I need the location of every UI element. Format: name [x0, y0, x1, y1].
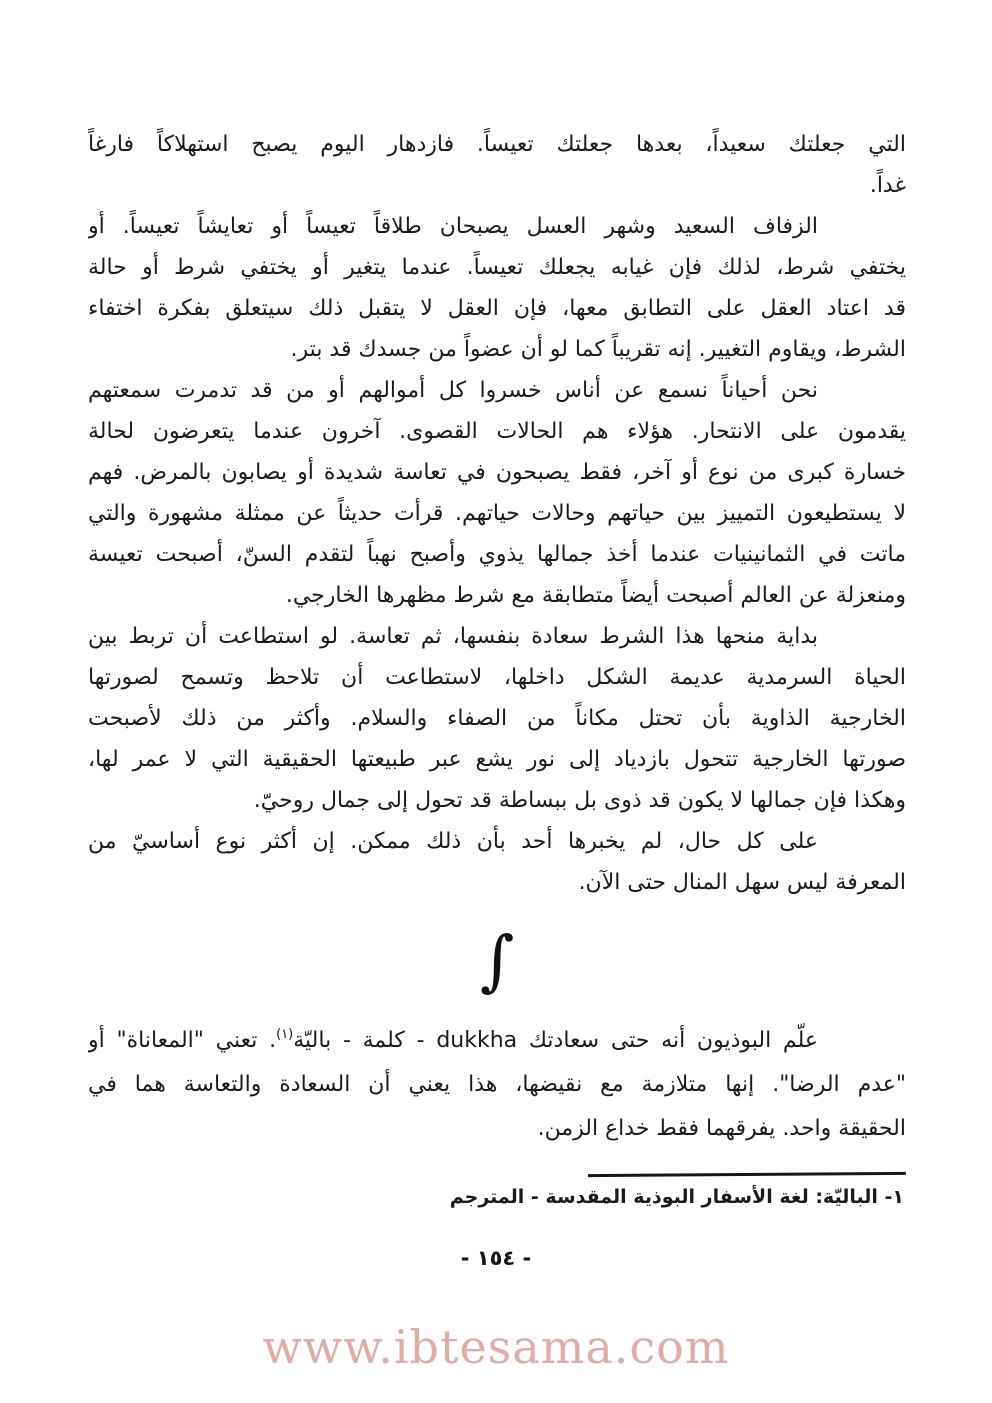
paragraph [88, 206, 906, 370]
paragraph-continuation [88, 124, 906, 206]
text-line: ومنعزلة عن العالم أصبحت أيضاً متطابقة مع شرط مظهرها الخارجي. [285, 583, 906, 608]
section-divider [88, 903, 906, 1019]
text-segment: علّم البوذيون أنه حتى سعادتك dukkha - كلمة - باليّة [293, 1028, 818, 1053]
text-line: الحياة السرمدية عديمة الشكل داخلها، لاستطاعت أن تلاحظ وتسمح لصورتها [88, 665, 906, 690]
text-line: ماتت في الثمانينيات عندما أخذ جمالها يذوي وأصبح نهباً لتقدم السنّ، أصبحت تعيسة [88, 542, 906, 567]
paragraph [88, 821, 906, 903]
text-segment: . تعني "المعاناة" أو [88, 1028, 277, 1053]
swash-ornament-icon: ∫ [479, 922, 515, 999]
text-line: لا يستطيعون التمييز بين حياتهم وحالات حياتهم. قرأت حديثاً عن ممثلة مشهورة والتي [88, 501, 906, 526]
text-line: قد اعتاد العقل على التطابق معها، فإن العقل لا يتقبل ذلك سيتعلق بفكرة اختفاء [88, 296, 906, 321]
text-line: المعرفة ليس سهل المنال حتى الآن. [578, 870, 906, 895]
paragraph [88, 370, 906, 616]
text-line [88, 1019, 906, 1063]
text-line: صورتها الخارجية تتحول بازدياد إلى نور يشع عبر طبيعتها الحقيقية التي لا عمر لها، [88, 747, 906, 772]
text-line: وهكذا فإن جمالها لا يكون قد ذوى بل ببساطة قد تحول إلى جمال روحيّ. [253, 788, 906, 813]
footnote-text: ١- الباليّة: لغة الأسفار البوذية المقدسة - المترجم [449, 1186, 904, 1208]
text-line: "عدم الرضا". إنها متلازمة مع نقيضها، هذا يعني أن السعادة والتعاسة هما في [88, 1072, 906, 1097]
text-line: على كل حال، لم يخبرها أحد بأن ذلك ممكن. إن أكثر نوع أساسيّ من [88, 829, 818, 854]
watermark-url: www.ibtesama.com [262, 1320, 730, 1374]
text-line: التي جعلتك سعيداً، بعدها جعلتك تعيساً. فازدهار اليوم يصبح استهلاكاً فارغاً [88, 132, 906, 157]
text-line: خسارة كبرى من نوع أو آخر، فقط يصبحون في تعاسة شديدة أو يصابون بالمرض. فهم [88, 460, 906, 485]
paragraph [88, 616, 906, 821]
footnote-reference: (١) [276, 1027, 294, 1042]
text-line: الشرط، ويقاوم التغيير. إنه تقريباً كما لو أن عضواً من جسدك قد بتر. [290, 337, 906, 362]
text-line: غداً. [869, 173, 906, 198]
text-line: الخارجية الذاوية بأن تحتل مكاناً من الصفاء والسلام. وأكثر من ذلك لأصبحت [88, 706, 906, 731]
footnote-divider-rule [588, 1172, 906, 1177]
text-line: يقدمون على الانتحار. هؤلاء هم الحالات القصوى. آخرون عندما يتعرضون لحالة [88, 419, 906, 444]
text-line: نحن أحياناً نسمع عن أناس خسروا كل أموالهم أو من قد تدمرت سمعتهم [88, 378, 818, 403]
body-text [88, 124, 906, 1151]
text-line: يختفي شرط، لذلك فإن غيابه يجعلك تعيساً. عندما يتغير أو يختفي شرط أو حالة [88, 255, 906, 280]
text-line: الحقيقة واحد. يفرقهما فقط خداع الزمن. [537, 1116, 906, 1141]
text-line: الزفاف السعيد وشهر العسل يصبحان طلاقاً تعيساً أو تعايشاً تعيساً. أو [88, 214, 818, 239]
page-number: - ١٥٤ - [460, 1246, 532, 1270]
text-line: بداية منحها هذا الشرط سعادة بنفسها، ثم تعاسة. لو استطاعت أن تربط بين [88, 624, 818, 649]
paragraph-dukkha [88, 1019, 906, 1151]
